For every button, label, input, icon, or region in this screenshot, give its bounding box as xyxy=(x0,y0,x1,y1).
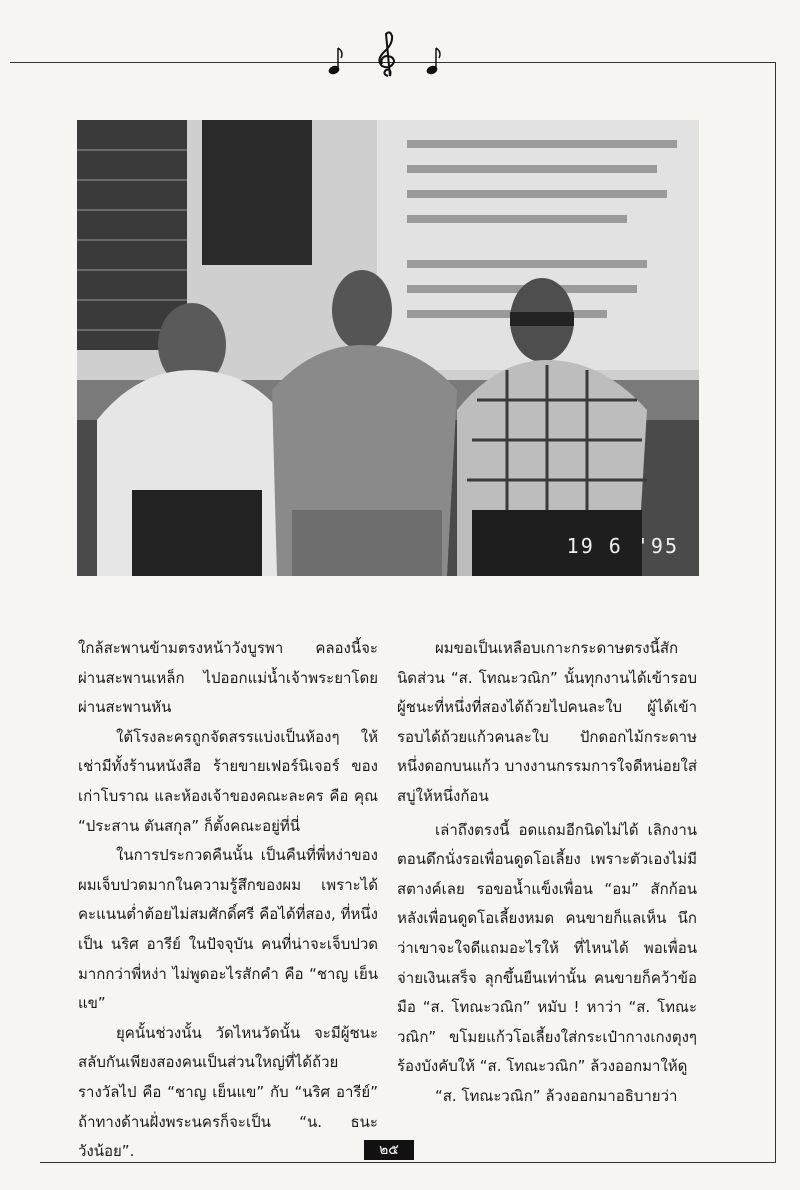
music-notes-ornament xyxy=(320,28,460,78)
photo-illustration xyxy=(77,120,699,576)
photo-date-stamp: 19 6 '95 xyxy=(566,534,679,558)
frame-right-rule xyxy=(775,62,776,1162)
left-text-column xyxy=(78,634,378,1167)
paragraph: ใต้โรงละครถูกจัดสรรแบ่งเป็นห้องๆ ให้เช่ามีทั้งร้านหนังสือ ร้ายขายเฟอร์นิเจอร์ ของเก่าโบราณ และห้องเจ้าของคณะละคร คือ คุณ “ประสาน ตันสกุล” ก็ตั้งคณะอยู่ที่นี่ xyxy=(78,727,378,835)
photo-three-men xyxy=(77,120,699,576)
paragraph: ในการประกวดคืนนั้น เป็นคืนที่พี่หง่าของผมเจ็บปวดมากในความรู้สึกของผม เพราะได้คะแนนต่ำต้อยไม่สมศักดิ์ศรี คือได้ที่สอง, ที่หนึ่งเป็น นริศ อารีย์ ในปัจจุบัน คนที่น่าจะเจ็บปวดมากกว่าพี่หง่า ไม่พูดอะไรสักคำ คือ “ชาญ เย็นแข” xyxy=(78,846,378,1013)
page-number: ๒๕ xyxy=(364,1140,414,1160)
right-text-column xyxy=(397,634,697,1112)
paragraph: “ส. โทณะวณิก” ล้วงออกมาอธิบายว่า xyxy=(435,1086,678,1105)
paragraph: เล่าถึงตรงนี้ อดแถมอีกนิดไม่ได้ เลิกงานตอนดึกนั่งรอเพื่อนดูดโอเลี้ยง เพราะตัวเองไม่มีสตางค์เลย รอขอน้ำแข็งเพื่อน “อม” สักก้อนหลังเพื่อนดูดโอเลี้ยงหมด คนขายก็แลเห็น นึกว่าเขาจะใจดีแถมอะไรให้ ที่ไหนได้ พอเพื่อนจ่ายเงินเสร็จ ลุกขึ้นยืนเท่านั้น คนขายก็คว้าข้อมือ “ส. โทณะวณิก” หมับ ! หาว่า “ส. โทณะวณิก” ขโมยแก้วโอเลี้ยงใส่กระเป๋ากางเกงตุงๆ ร้องบังคับให้ “ส. โทณะวณิก” ล้วงออกมาให้ดู xyxy=(397,820,697,1076)
paragraph: ยุคนั้นช่วงนั้น วัดไหนวัดนั้น จะมีผู้ชนะสลับกันเพียงสองคนเป็นส่วนใหญ่ที่ได้ถ้วยรางวัลไป คือ “ชาญ เย็นแข” กับ “นริศ อารีย์” ถ้าทางด้านฝั่งพระนครก็จะเป็น “น. ธนะวังน้อย”. xyxy=(78,1023,378,1161)
paragraph: ผมขอเป็นเหลือบเกาะกระดาษตรงนี้สักนิดส่วน “ส. โทณะวณิก” นั้นทุกงานได้เข้ารอบผู้ชนะที่หนึ่งที่สองได้ถ้วยไปคนละใบ ผู้ได้เข้ารอบได้ถ้วยแก้วคนละใบ ปักดอกไม้กระดาษหนึ่งดอกบนแก้ว บางงานกรรมการใจดีหน่อยใส่สบู่ให้หนึ่งก้อน xyxy=(397,639,697,805)
paragraph: ใกล้สะพานข้ามตรงหน้าวังบูรพา คลองนี้จะผ่านสะพานเหล็ก ไปออกแม่น้ำเจ้าพระยาโดยผ่านสะพานหัน xyxy=(78,639,378,717)
